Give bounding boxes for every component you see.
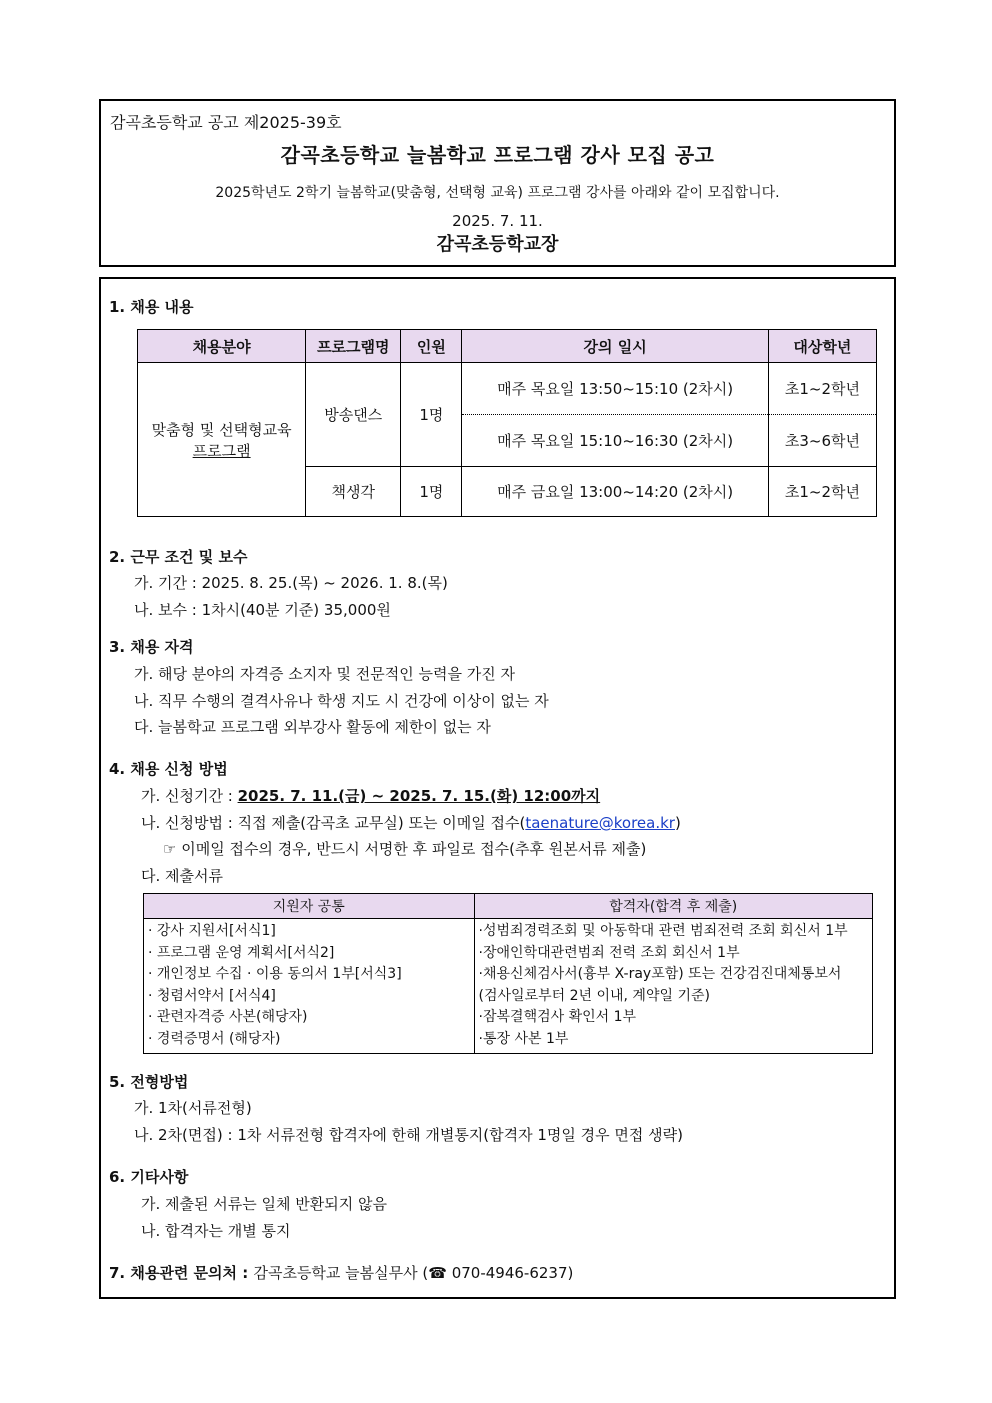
notice-number: 감곡초등학교 공고 제2025-39호 xyxy=(110,113,342,132)
section-1-heading: 1. 채용 내용 xyxy=(109,298,194,316)
list-item: · 프로그램 운영 계획서[서식2] xyxy=(148,944,335,961)
section-3-item: 나. 직무 수행의 결격사유나 학생 지도 시 건강에 이상이 없는 자 xyxy=(134,692,549,710)
section-6-item: 가. 제출된 서류는 일체 반환되지 않음 xyxy=(141,1195,387,1213)
documents-table xyxy=(143,893,873,1054)
apply-method-close: ) xyxy=(674,814,681,832)
contact-text: 감곡초등학교 늘봄실무사 (☎ 070-4946-6237) xyxy=(253,1264,574,1282)
count-cell: 1명 xyxy=(401,363,462,467)
field-line-2: 프로그램 xyxy=(192,441,251,460)
notice-subtitle: 2025학년도 2학기 늘봄학교(맞춤형, 선택형 교육) 프로그램 강사를 아래와 같이 모집합니다. xyxy=(215,185,780,201)
grade-cell: 초1~2학년 xyxy=(768,467,876,517)
list-item: · 강사 지원서[서식1] xyxy=(148,923,276,939)
list-item: · 개인정보 수집 · 이용 동의서 1부[서식3] xyxy=(148,966,402,983)
section-3-heading: 3. 채용 자격 xyxy=(109,638,194,656)
field-line-1: 맞춤형 및 선택형교육 xyxy=(151,420,292,439)
section-4-heading: 4. 채용 신청 방법 xyxy=(109,760,228,778)
program-cell: 방송댄스 xyxy=(306,363,401,467)
col-program: 프로그램명 xyxy=(306,330,401,363)
section-2-heading: 2. 근무 조건 및 보수 xyxy=(109,548,248,566)
list-item: ·잠복결핵검사 확인서 1부 xyxy=(478,1009,637,1026)
notice-signer: 감곡초등학교장 xyxy=(436,234,559,255)
pass-docs-cell xyxy=(474,919,872,1054)
email-link[interactable]: taenature@korea.kr xyxy=(525,814,675,832)
program-cell: 책생각 xyxy=(306,467,401,517)
list-item: · 관련자격증 사본(해당자) xyxy=(148,1009,308,1026)
apply-method-text: 직접 제출(감곡초 교무실) 또는 이메일 접수( xyxy=(237,814,526,832)
grade-cell: 초3~6학년 xyxy=(768,415,876,467)
list-item: (검사일로부터 2년 이내, 계약일 기준) xyxy=(478,987,710,1004)
time-cell: 매주 금요일 13:00~14:20 (2차시) xyxy=(462,467,768,517)
section-6-item: 나. 합격자는 개별 통지 xyxy=(141,1222,291,1240)
email-note: ☞ 이메일 접수의 경우, 반드시 서명한 후 파일로 접수(추후 원본서류 제출) xyxy=(163,840,647,858)
section-2-item: 나. 보수 : 1차시(40분 기준) 35,000원 xyxy=(134,601,391,619)
col-common-docs: 지원자 공통 xyxy=(144,894,475,919)
apply-period-label: 가. 신청기간 : xyxy=(141,787,238,805)
section-5-item: 나. 2차(면접) : 1차 서류전형 합격자에 한해 개별통지(합격자 1명일 경우 면접 생략) xyxy=(134,1126,684,1144)
list-item: ·장애인학대관련범죄 전력 조회 회신서 1부 xyxy=(478,944,740,961)
table-header-row xyxy=(138,330,877,363)
section-3-item: 다. 늘봄학교 프로그램 외부강사 활동에 제한이 없는 자 xyxy=(134,718,491,736)
documents-row xyxy=(144,919,873,1054)
col-time: 강의 일시 xyxy=(462,330,768,363)
col-count: 인원 xyxy=(401,330,462,363)
grade-cell: 초1~2학년 xyxy=(768,363,876,415)
section-2-item: 가. 기간 : 2025. 8. 25.(목) ~ 2026. 1. 8.(목) xyxy=(134,574,448,592)
contact-line xyxy=(109,1263,573,1283)
list-item: ·통장 사본 1부 xyxy=(478,1030,569,1047)
apply-method-label: 나. 신청방법 : xyxy=(141,814,238,832)
notice-header-box xyxy=(99,99,896,267)
section-7-heading: 7. 채용관련 문의처 : xyxy=(109,1264,254,1282)
field-cell xyxy=(138,363,306,517)
time-cell: 매주 목요일 15:10~16:30 (2차시) xyxy=(462,415,768,467)
count-cell: 1명 xyxy=(401,467,462,517)
page-title: 감곡초등학교 늘봄학교 프로그램 강사 모집 공고 xyxy=(280,143,715,167)
table-row xyxy=(138,363,877,415)
col-field: 채용분야 xyxy=(138,330,306,363)
section-5-heading: 5. 전형방법 xyxy=(109,1073,189,1091)
documents-header-row xyxy=(144,894,873,919)
notice-body-box xyxy=(99,277,896,1299)
list-item: ·성범죄경력조회 및 아동학대 관련 범죄전력 조회 회신서 1부 xyxy=(478,923,848,939)
apply-period-value: 2025. 7. 11.(금) ~ 2025. 7. 15.(화) 12:00까지 xyxy=(237,787,601,805)
list-item: · 청렴서약서 [서식4] xyxy=(148,987,276,1004)
col-grade: 대상학년 xyxy=(768,330,876,363)
section-6-heading: 6. 기타사항 xyxy=(109,1168,189,1186)
list-item: ·채용신체검사서(흉부 X-ray포함) 또는 건강검진대체통보서 xyxy=(478,966,842,983)
apply-period xyxy=(141,786,600,806)
common-docs-cell xyxy=(144,919,475,1054)
notice-date: 2025. 7. 11. xyxy=(452,212,543,230)
list-item: · 경력증명서 (해당자) xyxy=(148,1030,281,1047)
col-pass-docs: 합격자(합격 후 제출) xyxy=(474,894,872,919)
docs-label: 다. 제출서류 xyxy=(141,867,223,885)
section-3-item: 가. 해당 분야의 자격증 소지자 및 전문적인 능력을 가진 자 xyxy=(134,665,515,683)
recruitment-table xyxy=(137,329,877,517)
section-5-item: 가. 1차(서류전형) xyxy=(134,1099,252,1117)
time-cell: 매주 목요일 13:50~15:10 (2차시) xyxy=(462,363,768,415)
apply-method xyxy=(141,813,681,833)
